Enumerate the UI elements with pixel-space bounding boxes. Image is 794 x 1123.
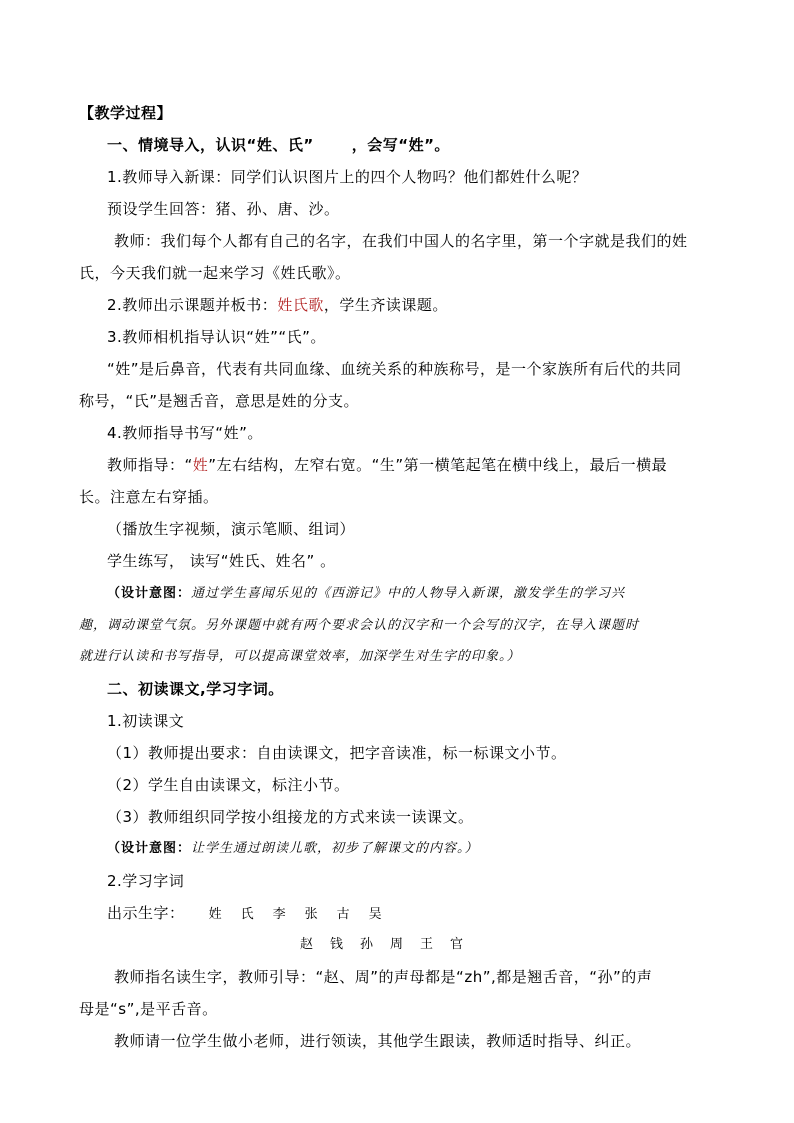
paragraph: （播放生字视频，演示笔顺、组词） [107, 520, 356, 538]
paragraph: 预设学生回答：猪、孙、唐、沙。 [107, 200, 340, 218]
paragraph: 氏，今天我们就一起来学习《姓氏歌》。 [79, 264, 351, 282]
design-intent-label: （设计意图： [107, 841, 192, 856]
section-1-title [107, 135, 450, 155]
character: 赵 [300, 937, 314, 952]
character-list-label: 出示生字： [107, 904, 185, 922]
character: 张 [304, 907, 318, 922]
section-2-title: 二、初读课文,学习字词。 [107, 680, 284, 698]
design-intent-line: 趣，调动课堂气氛。另外课题中就有两个要求会认的汉字和一个会写的汉字，在导入课题时 [79, 618, 640, 633]
paragraph: 4.教师指导书写“姓”。 [107, 424, 263, 442]
paragraph [107, 455, 667, 475]
paragraph: 1.教师导入新课：同学们认识图片上的四个人物吗？他们都姓什么呢？ [107, 168, 588, 186]
paragraph [107, 295, 448, 315]
paragraph: 长。注意左右穿插。 [79, 488, 219, 506]
character: 孙 [360, 937, 374, 952]
section-1-title-part-a: 一、情境导入，认识“姓、氏” [107, 136, 314, 154]
character-highlight: 姓 [192, 456, 209, 474]
character: 李 [272, 907, 286, 922]
text: 教师指导：“ [107, 456, 193, 474]
text: ，学生齐读课题。 [323, 296, 448, 314]
character: 姓 [208, 907, 222, 922]
paragraph: （2）学生自由读课文，标注小节。 [107, 776, 350, 794]
paragraph: （1）教师提出要求：自由读课文，把字音读准，标一标课文小节。 [107, 744, 567, 762]
character: 氏 [240, 907, 254, 922]
paragraph: 称号，“氏”是翘舌音，意思是姓的分支。 [79, 392, 360, 410]
text: 通过学生喜闻乐见的《西游记》中的人物导入新课，激发学生的学习兴 [191, 586, 626, 601]
paragraph: 2.学习字词 [107, 872, 185, 890]
character: 周 [390, 937, 404, 952]
paragraph: 1.初读课文 [107, 712, 185, 730]
character: 王 [420, 937, 434, 952]
text: ”左右结构，左窄右宽。“生”第一横笔起笔在横中线上，最后一横最 [208, 456, 668, 474]
design-intent-label: （设计意图： [107, 586, 192, 601]
character-list-row-2 [300, 935, 470, 955]
lesson-title-highlight: 姓氏歌 [277, 296, 324, 314]
paragraph: 教师指名读生字，教师引导：“赵、周”的声母都是“zh”,都是翘舌音，“孙”的声 [114, 968, 653, 986]
paragraph: 教师请一位学生做小老师，进行领读，其他学生跟读，教师适时指导、纠正。 [114, 1032, 642, 1050]
paragraph: 学生练写， 读写“姓氏、姓名” 。 [107, 552, 336, 570]
paragraph: （3）教师组织同学按小组接龙的方式来读一读课文。 [107, 808, 474, 826]
text: 让学生通过朗读儿歌，初步了解课文的内容。） [191, 841, 479, 856]
character: 古 [336, 907, 350, 922]
text: 2.教师出示课题并板书： [107, 296, 278, 314]
paragraph: 母是“s”,是平舌音。 [79, 1000, 218, 1018]
character-list-row-1 [107, 903, 389, 925]
section-1-title-part-b: ，会写“姓”。 [351, 136, 450, 154]
paragraph: “姓”是后鼻音，代表有共同血缘、血统关系的种族称号，是一个家族所有后代的共同 [107, 360, 682, 378]
character: 吴 [368, 907, 382, 922]
section-heading: 【教学过程】 [79, 104, 173, 122]
paragraph: 教师：我们每个人都有自己的名字，在我们中国人的名字里，第一个字就是我们的姓 [114, 232, 688, 250]
character: 官 [450, 937, 464, 952]
character: 钱 [330, 937, 344, 952]
paragraph: 3.教师相机指导认识“姓”“氏”。 [107, 328, 326, 346]
design-intent [107, 839, 479, 859]
design-intent [107, 584, 625, 604]
design-intent-line: 就进行认读和书写指导，可以提高课堂效率，加深学生对生字的印象。） [79, 649, 521, 664]
